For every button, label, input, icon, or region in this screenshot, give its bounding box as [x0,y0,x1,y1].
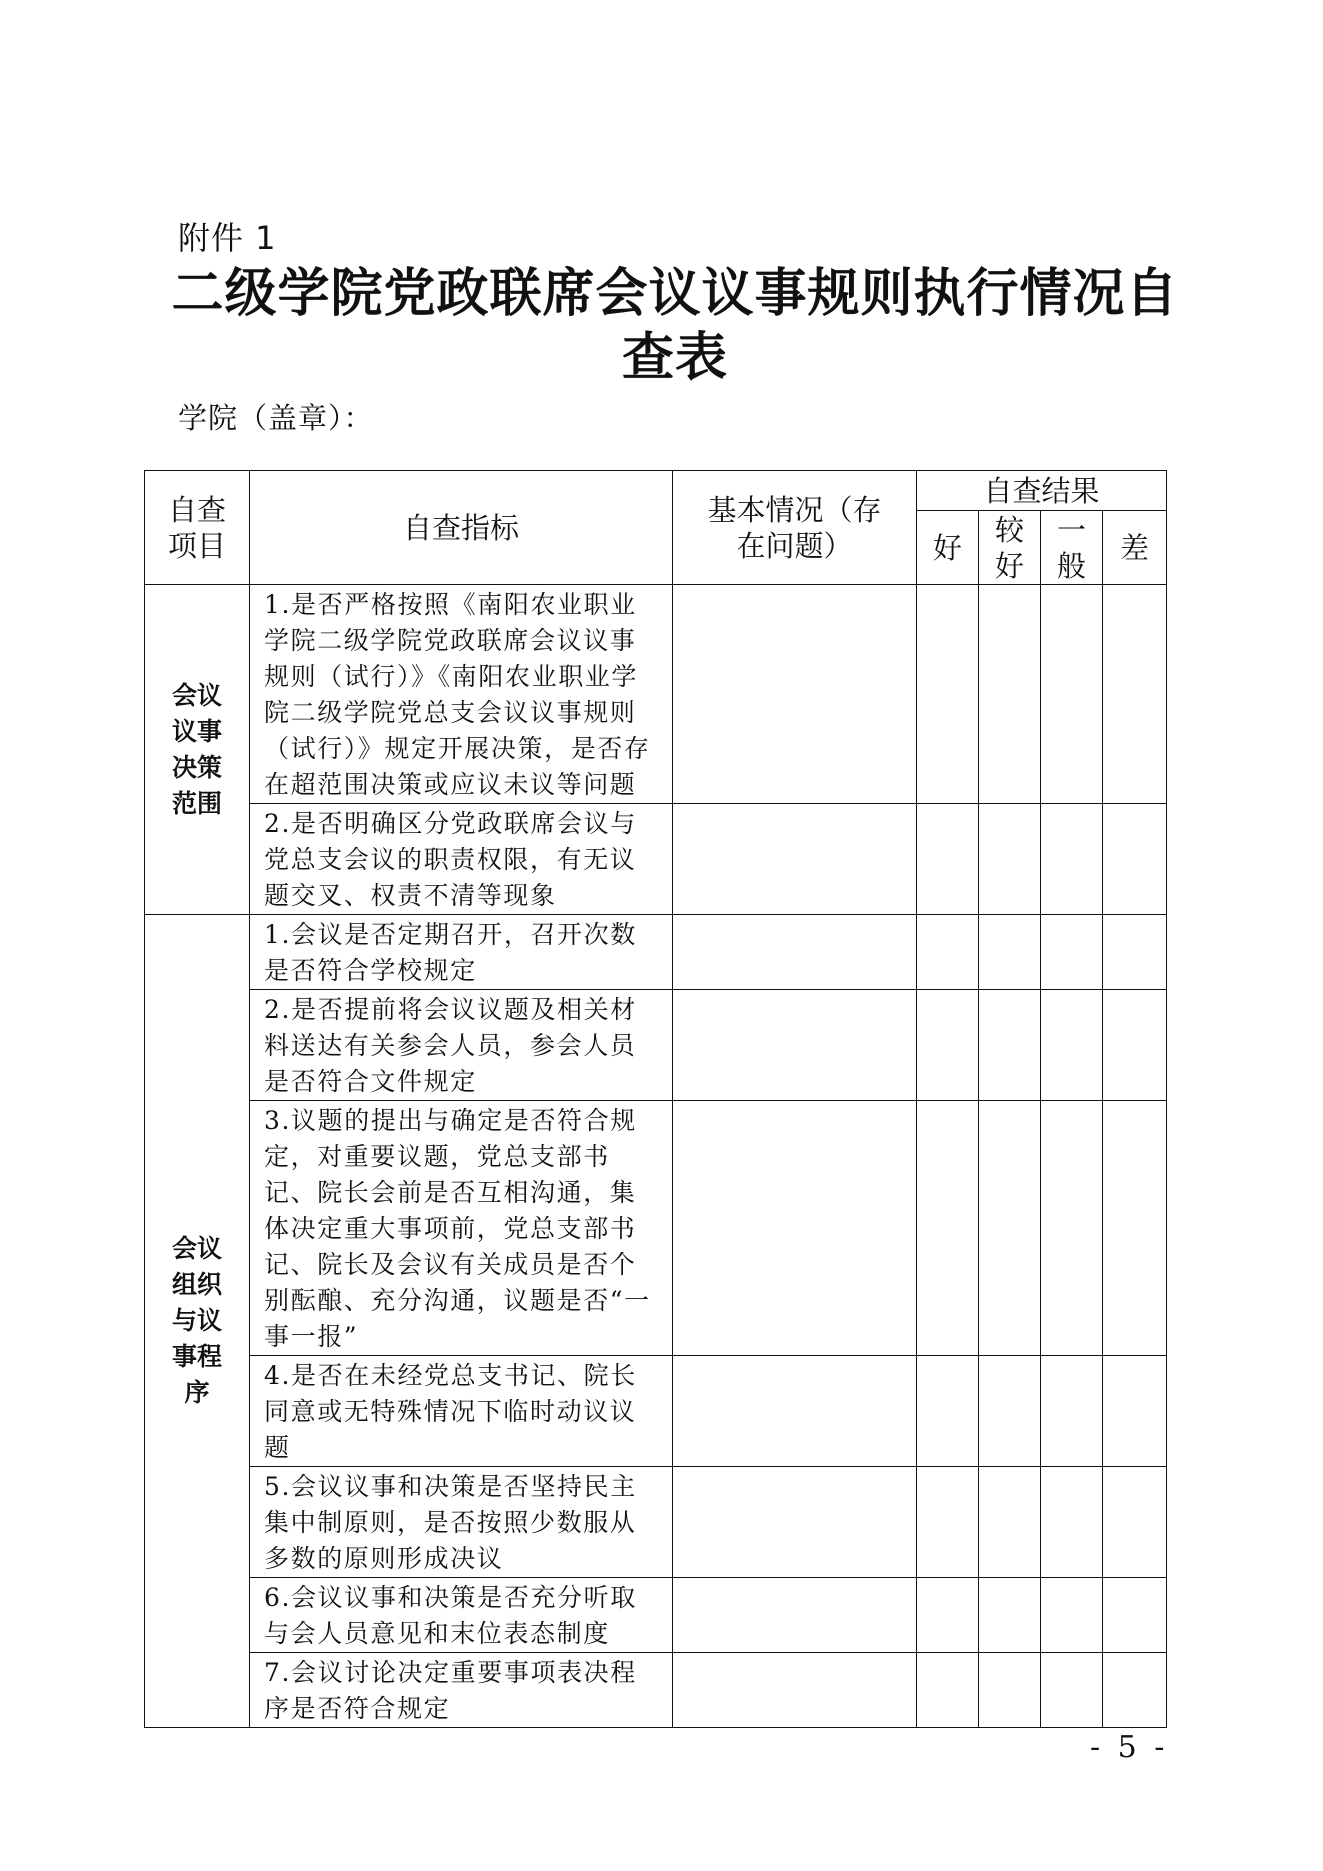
result-fairly-good-cell[interactable] [979,1578,1041,1653]
indicator-cell: 3.议题的提出与确定是否符合规定，对重要议题，党总支部书记、院长会前是否互相沟通，集体决定重大事项前，党总支部书记、院长及会议有关成员是否个别酝酿、充分沟通，议题是否“一事一报” [250,1101,673,1356]
result-poor-cell[interactable] [1103,990,1167,1101]
situation-cell[interactable] [673,1578,917,1653]
result-fairly-good-cell[interactable] [979,915,1041,990]
result-good-cell[interactable] [917,990,979,1101]
result-average-cell[interactable] [1041,990,1103,1101]
situation-cell[interactable] [673,804,917,915]
table-row [145,1101,1167,1356]
result-good-cell[interactable] [917,1467,979,1578]
result-average-cell[interactable] [1041,1101,1103,1356]
table-row [145,1467,1167,1578]
result-poor-cell[interactable] [1103,1578,1167,1653]
result-poor-cell[interactable] [1103,585,1167,804]
result-good-cell[interactable] [917,804,979,915]
result-average-cell[interactable] [1041,1653,1103,1728]
result-fairly-good-cell[interactable] [979,1653,1041,1728]
indicator-cell: 5.会议议事和决策是否坚持民主集中制原则，是否按照少数服从多数的原则形成决议 [250,1467,673,1578]
situation-cell[interactable] [673,585,917,804]
indicator-cell: 1.会议是否定期召开，召开次数是否符合学校规定 [250,915,673,990]
category-cell: 会议议事决策范围 [145,585,250,915]
college-seal-label: 学院（盖章）： [178,401,374,435]
result-average-cell[interactable] [1041,804,1103,915]
category-cell: 会议组织与议事程序 [145,915,250,1728]
result-poor-cell[interactable] [1103,915,1167,990]
situation-cell[interactable] [673,1101,917,1356]
table-row [145,1653,1167,1728]
result-fairly-good-cell[interactable] [979,1467,1041,1578]
header-result: 自查结果 [917,471,1167,511]
result-good-cell[interactable] [917,1101,979,1356]
result-good-cell[interactable] [917,1653,979,1728]
situation-cell[interactable] [673,915,917,990]
header-poor: 差 [1103,511,1167,585]
result-poor-cell[interactable] [1103,1467,1167,1578]
result-average-cell[interactable] [1041,1467,1103,1578]
table-row [145,585,1167,804]
result-fairly-good-cell[interactable] [979,1356,1041,1467]
result-fairly-good-cell[interactable] [979,804,1041,915]
situation-cell[interactable] [673,1356,917,1467]
table-row [145,804,1167,915]
situation-cell[interactable] [673,990,917,1101]
result-good-cell[interactable] [917,915,979,990]
indicator-cell: 2.是否提前将会议议题及相关材料送达有关参会人员，参会人员是否符合文件规定 [250,990,673,1101]
document-title: 二级学院党政联席会议议事规则执行情况自查表 [171,263,1179,388]
result-average-cell[interactable] [1041,585,1103,804]
self-check-table [144,470,1167,1728]
result-average-cell[interactable] [1041,915,1103,990]
indicator-cell: 6.会议议事和决策是否充分听取与会人员意见和末位表态制度 [250,1578,673,1653]
situation-cell[interactable] [673,1653,917,1728]
header-situation: 基本情况（存在问题） [673,471,917,585]
result-fairly-good-cell[interactable] [979,990,1041,1101]
header-good: 好 [917,511,979,585]
indicator-cell: 4.是否在未经党总支书记、院长同意或无特殊情况下临时动议议题 [250,1356,673,1467]
result-poor-cell[interactable] [1103,1356,1167,1467]
header-indicator: 自查指标 [250,471,673,585]
header-fairly-good: 较好 [979,511,1041,585]
result-good-cell[interactable] [917,1356,979,1467]
attachment-label: 附件 1 [178,219,277,257]
table-row [145,1578,1167,1653]
result-average-cell[interactable] [1041,1578,1103,1653]
result-good-cell[interactable] [917,585,979,804]
header-average: 一般 [1041,511,1103,585]
result-poor-cell[interactable] [1103,1653,1167,1728]
result-fairly-good-cell[interactable] [979,585,1041,804]
result-fairly-good-cell[interactable] [979,1101,1041,1356]
situation-cell[interactable] [673,1467,917,1578]
header-item: 自查项目 [145,471,250,585]
result-good-cell[interactable] [917,1578,979,1653]
table-row [145,990,1167,1101]
indicator-cell: 7.会议讨论决定重要事项表决程序是否符合规定 [250,1653,673,1728]
result-average-cell[interactable] [1041,1356,1103,1467]
indicator-cell: 1.是否严格按照《南阳农业职业学院二级学院党政联席会议议事规则（试行）》《南阳农业职业学院二级学院党总支会议议事规则（试行）》规定开展决策，是否存在超范围决策或应议未议等问题 [250,585,673,804]
table-row [145,1356,1167,1467]
indicator-cell: 2.是否明确区分党政联席会议与党总支会议的职责权限，有无议题交叉、权责不清等现象 [250,804,673,915]
page-number: - 5 - [1090,1730,1169,1765]
result-poor-cell[interactable] [1103,1101,1167,1356]
result-poor-cell[interactable] [1103,804,1167,915]
table-row [145,915,1167,990]
